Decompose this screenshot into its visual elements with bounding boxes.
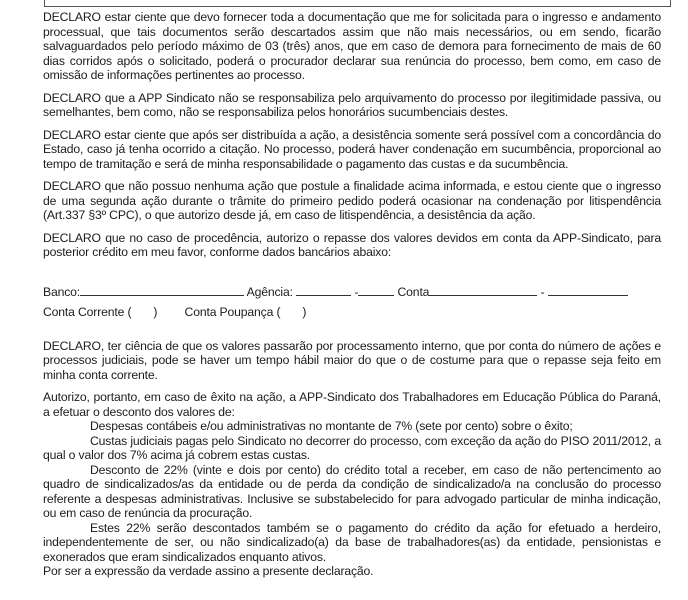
paragraph-processing-time: DECLARO, ter ciência de que os valores passarão por processamento interno, que por conta do número de ações e processos judiciais, pode se haver um tempo hábil maior do que o de costume para que o repasse seja feito em minha conta corrente. (43, 338, 661, 382)
discount-item-heirs: Estes 22% serão descontados também se o pagamento do crédito da ação for efetuado a herdeiro, independentemente de ser, ou não sindicalizado(a) da base de trabalhadores(as) da entidade, pensionistas e exonerados que eram sindicalizados enquanto ativos. (43, 520, 661, 564)
account-field[interactable] (429, 284, 537, 296)
agency-label: Agência: (246, 284, 293, 299)
account-digit-field[interactable] (548, 284, 628, 296)
account-type-row (43, 304, 661, 320)
account-label: Conta (397, 284, 430, 299)
paragraph-withdrawal: DECLARO estar ciente que após ser distribuída a ação, a desistência somente será possível com a concordância do Estado, caso já tenha ocorrido a citação. No processo, poderá haver condenação em sucumbência, proporcional ao tempo de tramitação e será de minha responsabilidade o pagamento das custas e da sucumbência. (43, 127, 661, 171)
closing-statement: Por ser a expressão da verdade assino a presente declaração. (43, 564, 374, 578)
paragraph-discount-authorization: Autorizo, portanto, em caso de êxito na ação, a APP-Sindicato dos Trabalhadores em Educação Pública do Paraná, a efetuar o desconto dos valores de: (43, 390, 661, 419)
discount-item-court-costs: Custas judiciais pagas pelo Sindicato no decorrer do processo, com exceção da ação do PISO 2011/2012, a qual o valor dos 7% acima já cobrem estas custas. (43, 433, 661, 462)
account-digit-separator: - (540, 284, 545, 299)
bank-field[interactable] (80, 284, 244, 296)
savings-account-close: ) (302, 304, 307, 319)
savings-account-label: Conta Poupança ( (184, 304, 281, 319)
header-box-border (44, 0, 671, 7)
discount-item-non-member: Desconto de 22% (vinte e dois por cento) do crédito total a receber, em caso de não pertencimento ao quadro de sindicalizados/as da entidade ou de perda da condição de sindicalizado/a na conclusão do processo referente a despesas administrativas. Inclusive se substabelecido for para advogado particular de minha indicação, ou em caso de renúncia da procuração. (43, 462, 661, 520)
discount-item-admin-fees: Despesas contábeis e/ou administrativas no montante de 7% (sete por cento) sobre o êxito; (90, 419, 573, 433)
paragraph-litispendence: DECLARO que não possuo nenhuma ação que postule a finalidade acima informada, e estou ciente que o ingresso de uma segunda ação durante o trâmite do primeiro pedido poderá ocasionar na condenação por litispendência (Art.337 §3º CPC), o que autorizo desde já, em caso de litispendência, a desistência da ação. (43, 179, 661, 222)
bank-details-row (43, 284, 661, 300)
agency-digit-separator: - (354, 284, 359, 299)
checking-account-option[interactable] (43, 304, 157, 320)
checking-account-label: Conta Corrente ( (43, 304, 132, 319)
paragraph-transfer-authorization: DECLARO que no caso de procedência, autorizo o repasse dos valores devidos em conta da APP-Sindicato, para posterior crédito em meu favor, conforme dados bancários abaixo: (43, 230, 661, 259)
checking-account-close: ) (153, 304, 158, 319)
declaration-document (43, 10, 661, 587)
savings-account-option[interactable] (185, 304, 307, 320)
bank-label: Banco: (43, 284, 81, 299)
agency-digit-field[interactable] (358, 284, 394, 296)
paragraph-archiving: DECLARO que a APP Sindicato não se responsabiliza pelo arquivamento do processo por ilegitimidade passiva, ou semelhantes, bem como, não se responsabiliza pelos honorários sucumbenciais destes. (43, 90, 661, 119)
paragraph-documentation: DECLARO estar ciente que devo fornecer toda a documentação que me for solicitada para o ingresso e andamento processual, que tais documentos serão descartados assim que não mais necessários, ou em sendo, ficarão salvaguardados pelo período máximo de 03 (três) anos, que em caso de demora para fornecimento de mais de 60 dias corridos após o solicitado, poderá o procurador declarar sua renúncia do processo, bem como, em caso de omissão de informações pertinentes ao processo. (43, 10, 661, 82)
agency-field[interactable] (296, 284, 351, 296)
